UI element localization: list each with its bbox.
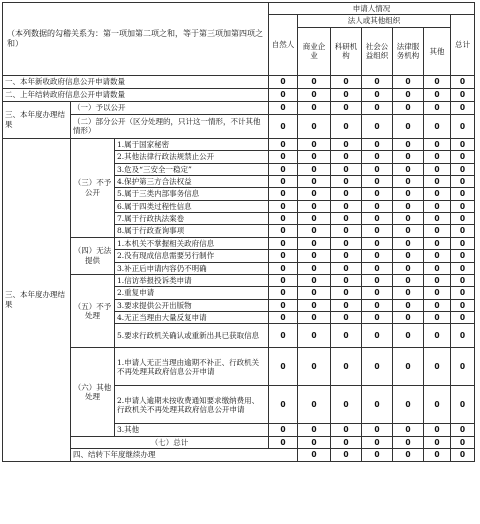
cell-value: 0	[393, 250, 424, 262]
cell-value: 0	[331, 151, 362, 163]
table-row	[3, 75, 475, 88]
cell-value: 0	[424, 449, 451, 461]
cell-value: 0	[362, 424, 393, 436]
cell-value: 0	[362, 237, 393, 249]
row-label: 2.重复申请	[115, 287, 269, 299]
cell-value: 0	[393, 88, 424, 101]
subsection-label: （三）不予公开	[71, 138, 115, 237]
cell-value: 0	[393, 436, 424, 448]
cell-value: 0	[393, 299, 424, 311]
header-other: 其他	[424, 27, 451, 75]
cell-value: 0	[451, 88, 475, 101]
row-label: 1.申请人无正当理由逾期不补正、行政机关不再处理其政府信息公开申请	[115, 348, 269, 386]
cell-value: 0	[298, 262, 331, 274]
cell-value: 0	[331, 101, 362, 114]
table-row	[3, 274, 475, 286]
cell-value: 0	[298, 274, 331, 286]
cell-value: 0	[298, 151, 331, 163]
cell-value: 0	[331, 312, 362, 324]
row-label: 1.属于国家秘密	[115, 138, 269, 150]
cell-value: 0	[298, 312, 331, 324]
cell-value: 0	[393, 237, 424, 249]
row-label: 3.补正后申请内容仍不明确	[115, 262, 269, 274]
cell-value: 0	[424, 213, 451, 225]
cell-value: 0	[393, 138, 424, 150]
cell-value: 0	[424, 200, 451, 212]
cell-value: 0	[362, 213, 393, 225]
cell-value: 0	[393, 262, 424, 274]
cell-value: 0	[451, 138, 475, 150]
cell-value: 0	[424, 88, 451, 101]
cell-value: 0	[298, 424, 331, 436]
cell-value: 0	[269, 101, 298, 114]
header-natural-person: 自然人	[269, 15, 298, 75]
cell-value: 0	[393, 312, 424, 324]
cell-value: 0	[424, 237, 451, 249]
cell-value: 0	[451, 101, 475, 114]
cell-value: 0	[362, 262, 393, 274]
cell-value: 0	[424, 75, 451, 88]
cell-value: 0	[393, 386, 424, 424]
cell-value: 0	[451, 299, 475, 311]
cell-value: 0	[424, 138, 451, 150]
cell-value: 0	[269, 312, 298, 324]
cell-value: 0	[362, 250, 393, 262]
cell-value: 0	[362, 151, 393, 163]
cell-value: 0	[424, 188, 451, 200]
cell-value: 0	[424, 175, 451, 187]
cell-value: 0	[362, 324, 393, 348]
cell-value: 0	[451, 436, 475, 448]
cell-value: 0	[269, 324, 298, 348]
cell-value: 0	[424, 225, 451, 237]
cell-value: 0	[424, 299, 451, 311]
row-label: 3.危及“三安全一稳定”	[115, 163, 269, 175]
cell-value: 0	[269, 348, 298, 386]
cell-value: 0	[331, 386, 362, 424]
cell-value: 0	[331, 188, 362, 200]
cell-value: 0	[298, 101, 331, 114]
cell-value: 0	[451, 312, 475, 324]
cell-value: 0	[331, 348, 362, 386]
cell-value: 0	[331, 324, 362, 348]
cell-value: 0	[393, 151, 424, 163]
cell-value: 0	[269, 175, 298, 187]
row-label: 2.申请人逾期未按收费通知要求缴纳费用、行政机关不再处理其政府信息公开申请	[115, 386, 269, 424]
cell-value: 0	[298, 237, 331, 249]
cell-value: 0	[269, 75, 298, 88]
cell-value: 0	[424, 114, 451, 138]
cell-value: 0	[393, 449, 424, 461]
cell-value: 0	[298, 188, 331, 200]
cell-value: 0	[269, 386, 298, 424]
row-label: 1.信访举报投诉类申请	[115, 274, 269, 286]
subsection-label: （四）无法提供	[71, 237, 115, 274]
header-commercial: 商业企业	[298, 27, 331, 75]
header-research: 科研机构	[331, 27, 362, 75]
cell-value: 0	[451, 213, 475, 225]
cell-value: 0	[298, 163, 331, 175]
table-row	[3, 101, 475, 114]
table-row	[3, 237, 475, 249]
cell-value: 0	[298, 175, 331, 187]
cell-value: 0	[451, 250, 475, 262]
row-label: 8.属于行政查询事项	[115, 225, 269, 237]
cell-value: 0	[298, 449, 331, 461]
cell-value: 0	[331, 114, 362, 138]
cell-value: 0	[269, 151, 298, 163]
cell-value: 0	[331, 138, 362, 150]
cell-value: 0	[362, 449, 393, 461]
cell-value: 0	[331, 262, 362, 274]
header-applicant-situation: 申请人情况	[269, 3, 475, 15]
cell-value: 0	[451, 287, 475, 299]
cell-value: 0	[393, 188, 424, 200]
cell-value: 0	[393, 348, 424, 386]
row-label: 4.无正当理由大量反复申请	[115, 312, 269, 324]
cell-value: 0	[331, 250, 362, 262]
cell-value: 0	[424, 348, 451, 386]
cell-value: 0	[362, 138, 393, 150]
header-note: （本列数据的勾稽关系为：第一项加第二项之和，等于第三项加第四项之和）	[3, 3, 269, 76]
row-label: 1.本机关不掌握相关政府信息	[115, 237, 269, 249]
disclosure-statistics-table	[2, 2, 475, 462]
cell-value: 0	[451, 151, 475, 163]
header-legal-service: 法律服务机构	[393, 27, 424, 75]
cell-value: 0	[269, 436, 298, 448]
cell-value: 0	[298, 386, 331, 424]
cell-value: 0	[331, 88, 362, 101]
cell-value: 0	[393, 101, 424, 114]
cell-value: 0	[362, 88, 393, 101]
cell-value: 0	[269, 237, 298, 249]
cell-value: 0	[269, 138, 298, 150]
table-row	[3, 88, 475, 101]
cell-value: 0	[298, 436, 331, 448]
cell-value: 0	[298, 324, 331, 348]
cell-value: 0	[424, 424, 451, 436]
cell-value: 0	[362, 200, 393, 212]
cell-value: 0	[362, 101, 393, 114]
cell-value: 0	[269, 262, 298, 274]
cell-value: 0	[424, 151, 451, 163]
cell-value: 0	[362, 188, 393, 200]
cell-value: 0	[451, 163, 475, 175]
cell-value: 0	[362, 175, 393, 187]
cell-value: 0	[393, 213, 424, 225]
cell-value: 0	[269, 88, 298, 101]
cell-value: 0	[298, 287, 331, 299]
cell-value: 0	[362, 75, 393, 88]
cell-value: 0	[451, 175, 475, 187]
cell-value: 0	[362, 225, 393, 237]
table-row	[3, 449, 475, 461]
row-label: 5.要求行政机关确认或重新出具已获取信息	[115, 324, 269, 348]
table-row	[3, 436, 475, 448]
cell-value: 0	[331, 287, 362, 299]
cell-value: 0	[269, 114, 298, 138]
row-label: （二）部分公开（区分处理的，只计这一情形，不计其他情形）	[71, 114, 269, 138]
cell-value: 0	[298, 138, 331, 150]
cell-value: 0	[331, 237, 362, 249]
cell-value: 0	[331, 175, 362, 187]
cell-value: 0	[362, 287, 393, 299]
cell-value: 0	[451, 225, 475, 237]
cell-value: 0	[451, 274, 475, 286]
cell-value: 0	[362, 114, 393, 138]
cell-value: 0	[331, 299, 362, 311]
cell-value: 0	[362, 436, 393, 448]
cell-value: 0	[298, 250, 331, 262]
cell-value: 0	[393, 225, 424, 237]
cell-value: 0	[331, 449, 362, 461]
cell-value: 0	[331, 200, 362, 212]
cell-value: 0	[424, 287, 451, 299]
cell-value: 0	[451, 237, 475, 249]
cell-value: 0	[393, 287, 424, 299]
cell-value: 0	[424, 386, 451, 424]
cell-value: 0	[269, 200, 298, 212]
section-label: 三、本年度办理结果	[3, 101, 71, 138]
row-label: 一、本年新收政府信息公开申请数量	[3, 75, 269, 88]
section-label: 三、本年度办理结果	[3, 138, 71, 461]
row-label: 6.属于四类过程性信息	[115, 200, 269, 212]
cell-value: 0	[269, 213, 298, 225]
row-label: 2.其他法律行政法规禁止公开	[115, 151, 269, 163]
subsection-label: （六）其他处理	[71, 348, 115, 436]
cell-value: 0	[298, 225, 331, 237]
cell-value: 0	[451, 324, 475, 348]
cell-value: 0	[424, 250, 451, 262]
cell-value: 0	[269, 163, 298, 175]
row-label: 3.要求提供公开出版物	[115, 299, 269, 311]
table-row	[3, 114, 475, 138]
cell-value: 0	[424, 274, 451, 286]
cell-value: 0	[451, 348, 475, 386]
header-social-welfare: 社会公益组织	[362, 27, 393, 75]
cell-value: 0	[393, 114, 424, 138]
row-label: （一）予以公开	[71, 101, 269, 114]
cell-value: 0	[269, 274, 298, 286]
cell-value: 0	[269, 287, 298, 299]
cell-value: 0	[331, 274, 362, 286]
cell-value: 0	[451, 262, 475, 274]
cell-value: 0	[424, 312, 451, 324]
cell-value: 0	[451, 424, 475, 436]
cell-value: 0	[424, 324, 451, 348]
cell-value: 0	[451, 449, 475, 461]
cell-value: 0	[424, 101, 451, 114]
cell-value: 0	[424, 262, 451, 274]
row-label: 7.属于行政执法案卷	[115, 213, 269, 225]
row-label: 2.没有现成信息需要另行制作	[115, 250, 269, 262]
cell-value: 0	[298, 299, 331, 311]
cell-value: 0	[451, 188, 475, 200]
row-label: 二、上年结转政府信息公开申请数量	[3, 88, 269, 101]
cell-value: 0	[331, 436, 362, 448]
cell-value: 0	[393, 200, 424, 212]
row-label: （七）总计	[71, 436, 269, 448]
cell-value: 0	[269, 250, 298, 262]
cell-value: 0	[362, 312, 393, 324]
cell-value: 0	[393, 274, 424, 286]
cell-value: 0	[331, 424, 362, 436]
header-legal-group: 法人或其他组织	[298, 15, 451, 27]
cell-value: 0	[269, 225, 298, 237]
cell-value: 0	[362, 386, 393, 424]
cell-value: 0	[298, 348, 331, 386]
cell-value: 0	[269, 299, 298, 311]
cell-value: 0	[362, 348, 393, 386]
row-label: 4.保护第三方合法权益	[115, 175, 269, 187]
cell-value: 0	[331, 213, 362, 225]
cell-value: 0	[451, 200, 475, 212]
cell-value: 0	[451, 386, 475, 424]
cell-value: 0	[331, 225, 362, 237]
cell-value: 0	[393, 163, 424, 175]
cell-value: 0	[362, 274, 393, 286]
cell-value: 0	[393, 424, 424, 436]
cell-value: 0	[298, 88, 331, 101]
cell-value: 0	[298, 200, 331, 212]
cell-value: 0	[269, 188, 298, 200]
table-row	[3, 138, 475, 150]
cell-value: 0	[298, 114, 331, 138]
cell-value: 0	[331, 163, 362, 175]
row-label: 3.其他	[115, 424, 269, 436]
cell-value: 0	[269, 424, 298, 436]
header-total: 总计	[451, 15, 475, 75]
cell-value: 0	[451, 75, 475, 88]
table-row	[3, 348, 475, 386]
cell-value: 0	[298, 75, 331, 88]
cell-value: 0	[424, 163, 451, 175]
subsection-label: （五）不予处理	[71, 274, 115, 348]
cell-value: 0	[393, 175, 424, 187]
cell-value: 0	[451, 114, 475, 138]
row-label: 5.属于三类内部事务信息	[115, 188, 269, 200]
cell-value: 0	[331, 75, 362, 88]
cell-value: 0	[298, 213, 331, 225]
cell-value: 0	[424, 436, 451, 448]
cell-value: 0	[362, 299, 393, 311]
cell-value: 0	[393, 324, 424, 348]
cell-value: 0	[362, 163, 393, 175]
row-label: 四、结转下年度继续办理	[71, 449, 298, 461]
cell-value: 0	[393, 75, 424, 88]
